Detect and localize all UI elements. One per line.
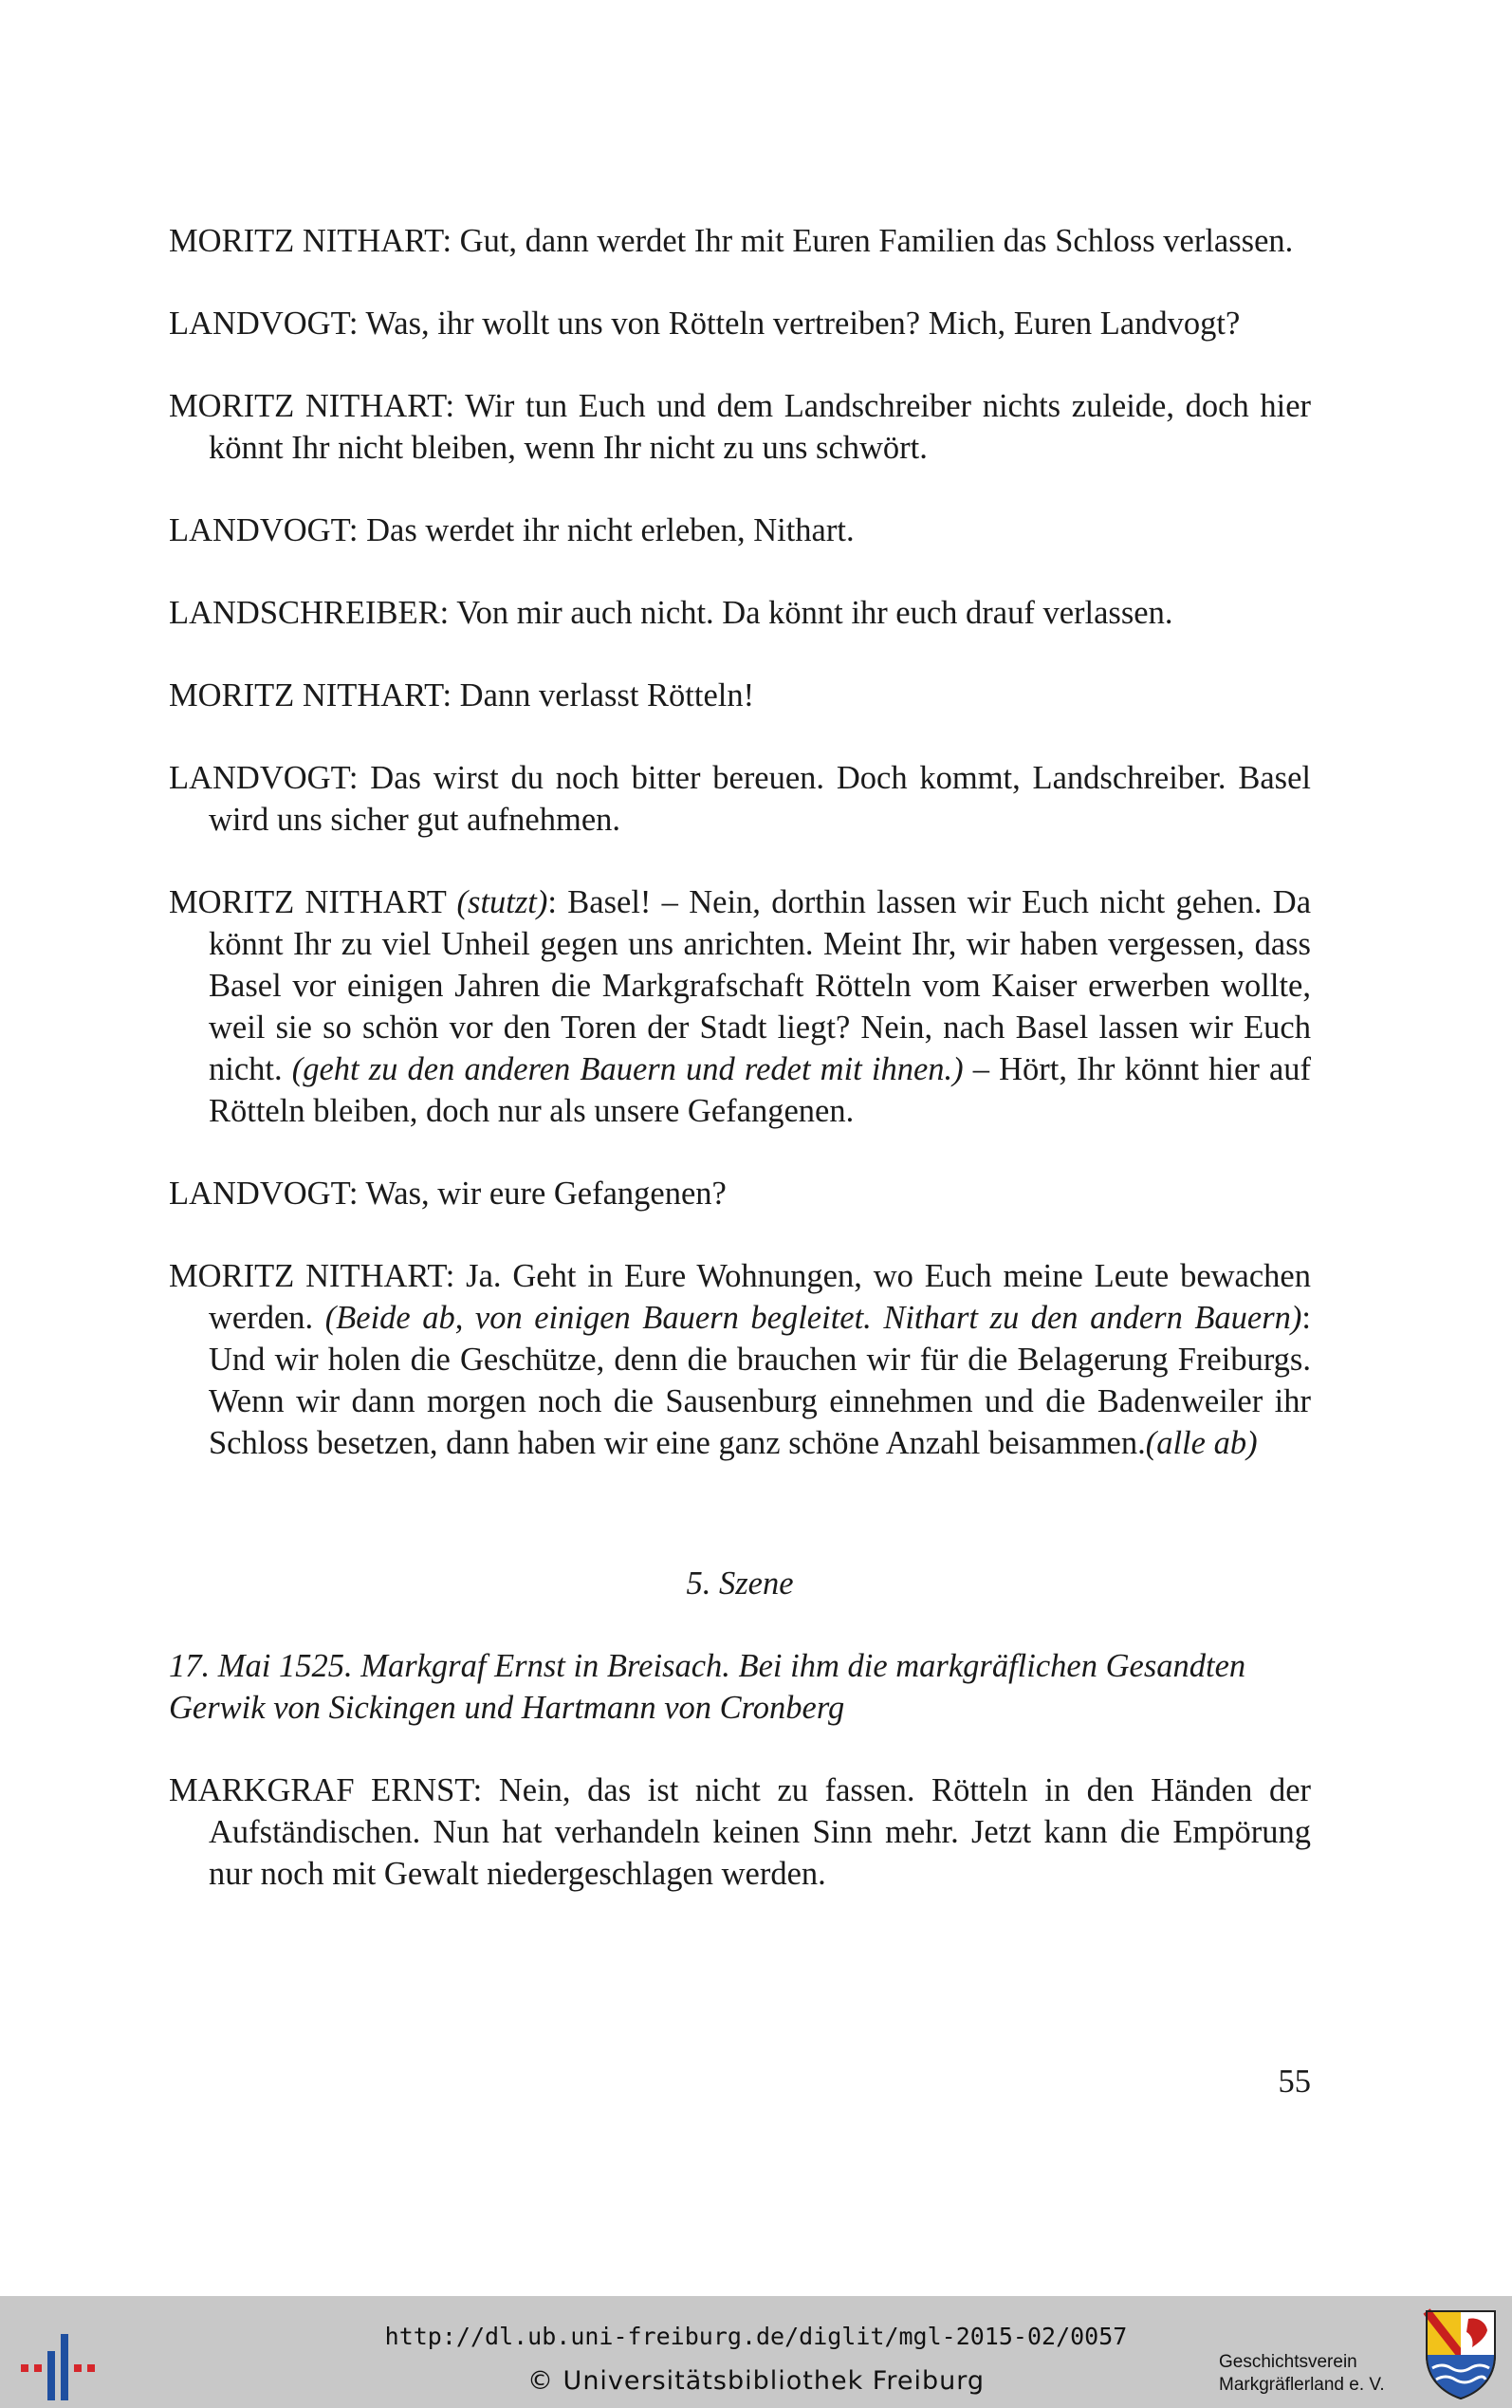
- markgraeflerland-crest-icon: [1423, 2306, 1499, 2400]
- dialogue-text: MORITZ NITHART: Ja. Geht in Eure Wohnungen, wo Euch meine Leute bewachen werden.: [169, 1258, 1311, 1336]
- footer-bar: [0, 2296, 1512, 2408]
- dialogue-paragraph: [169, 385, 1311, 469]
- stage-direction: (stutzt): [456, 884, 548, 920]
- dialogue-text: – Hört, Ihr könnt hier auf Rötteln bleiben, doch nur als unsere Gefangenen.: [209, 1051, 1311, 1129]
- dialogue-paragraph: [169, 675, 1311, 716]
- dialogue-text: MORITZ NITHART: Gut, dann werdet Ihr mit Euren Familien das Schloss verlassen.: [169, 223, 1294, 259]
- dialogue-text: : Basel! – Nein, dorthin lassen wir Euch nicht gehen. Da könnt Ihr zu viel Unheil gegen uns anrichten. Meint Ihr, wir haben vergessen, dass Basel vor einigen Jahren die Markgrafschaft Rötteln vom Kaiser erwerben wollte, weil sie so schön vor den Toren der Stadt liegt? Nein, nach Basel lassen wir Euch nicht.: [209, 884, 1312, 1087]
- dialogue-text: MORITZ NITHART: [169, 884, 457, 920]
- play-text: [169, 220, 1311, 1895]
- dialogue-paragraph: [169, 1255, 1311, 1464]
- stage-direction: (Beide ab, von einigen Bauern begleitet. Nithart zu den andern Bauern): [324, 1300, 1302, 1336]
- dialogue-paragraph: [169, 509, 1311, 551]
- dialogue-paragraph: [169, 757, 1311, 841]
- dialogue: [169, 220, 1311, 1464]
- page-number: 55: [1278, 2064, 1311, 2100]
- society-line-2: Markgräflerland e. V.: [1219, 2375, 1385, 2395]
- dialogue-paragraph: [169, 303, 1311, 344]
- dialogue-text: LANDVOGT: Das wirst du noch bitter bereuen. Doch kommt, Landschreiber. Basel wird uns sicher gut aufnehmen.: [169, 760, 1311, 838]
- dialogue-text: : Und wir holen die Geschütze, denn die brauchen wir für die Belagerung Freiburgs. Wenn wir dann morgen noch die Sausenburg einnehmen und die Badenweiler ihr Schloss besetzen, dann haben wir eine ganz schöne Anzahl beisammen.: [209, 1300, 1311, 1461]
- dialogue-paragraph: [169, 592, 1311, 634]
- dialogue-text: LANDVOGT: Was, ihr wollt uns von Rötteln vertreiben? Mich, Euren Landvogt?: [169, 306, 1241, 342]
- scene-description: 17. Mai 1525. Markgraf Ernst in Breisach. Bei ihm die markgräflichen Gesandten Gerwik von Sickingen und Hartmann von Cronberg: [169, 1648, 1246, 1726]
- society-line-1: Geschichtsverein: [1219, 2352, 1357, 2372]
- dialogue-paragraph: [169, 220, 1311, 262]
- footer-url[interactable]: http://dl.ub.uni-freiburg.de/diglit/mgl-2015-02/0057: [384, 2323, 1128, 2350]
- dialogue-text: LANDSCHREIBER: Von mir auch nicht. Da könnt ihr euch drauf verlassen.: [169, 595, 1173, 631]
- footer-copyright: © Universitätsbibliothek Freiburg: [526, 2366, 986, 2396]
- dialogue-paragraph-final: MARKGRAF ERNST: Nein, das ist nicht zu fassen. Rötteln in den Händen der Aufständischen. Nun hat verhandeln keinen Sinn mehr. Jetzt kann die Empörung nur noch mit Gewalt niedergeschlagen werden.: [169, 1772, 1311, 1892]
- stage-direction: (geht zu den anderen Bauern und redet mit ihnen.): [291, 1051, 964, 1087]
- dialogue-text: MORITZ NITHART: Wir tun Euch und dem Landschreiber nichts zuleide, doch hier könnt Ihr nicht bleiben, wenn Ihr nicht zu uns schwört.: [169, 388, 1311, 466]
- dialogue-text: LANDVOGT: Was, wir eure Gefangenen?: [169, 1176, 727, 1212]
- stage-direction: (alle ab): [1145, 1425, 1258, 1461]
- society-name: [1219, 2351, 1428, 2397]
- scene-title: 5. Szene: [686, 1565, 794, 1602]
- dialogue-text: LANDVOGT: Das werdet ihr nicht erleben, Nithart.: [169, 512, 855, 548]
- dialogue-text: MORITZ NITHART: Dann verlasst Rötteln!: [169, 677, 755, 713]
- dialogue-paragraph: [169, 881, 1311, 1132]
- dialogue-paragraph: [169, 1173, 1311, 1214]
